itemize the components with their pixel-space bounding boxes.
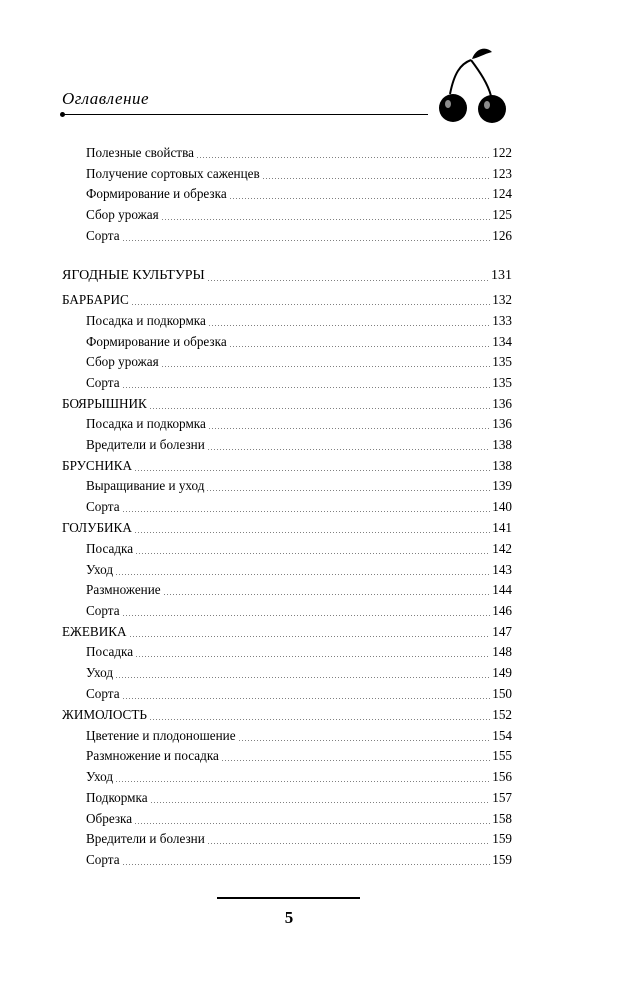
toc-leader bbox=[150, 802, 491, 803]
toc-leader bbox=[206, 490, 490, 491]
toc-entry[interactable] bbox=[62, 226, 512, 246]
toc-entry[interactable] bbox=[62, 497, 512, 517]
toc-leader bbox=[135, 553, 490, 554]
toc-entry-page: 143 bbox=[492, 562, 512, 577]
toc-entry-page: 132 bbox=[492, 292, 512, 307]
toc-entry-label: Обрезка bbox=[86, 811, 133, 826]
header-rule-dot bbox=[60, 112, 65, 117]
toc-entry-page: 147 bbox=[492, 624, 512, 639]
toc-leader bbox=[122, 240, 491, 241]
toc-entry-label: Уход bbox=[86, 665, 114, 680]
toc-leader bbox=[229, 346, 491, 347]
toc-entry-label: Сорта bbox=[86, 375, 120, 390]
toc-entry-page: 159 bbox=[492, 831, 512, 846]
toc-entry[interactable] bbox=[62, 164, 512, 184]
toc-leader bbox=[129, 636, 491, 637]
footer-rule bbox=[217, 897, 360, 899]
toc-leader bbox=[207, 843, 490, 844]
toc-entry-page: 149 bbox=[492, 665, 512, 680]
toc-entry-label: Вредители и болезни bbox=[86, 437, 205, 452]
toc-leader bbox=[161, 366, 491, 367]
toc-entry-page: 125 bbox=[492, 207, 512, 222]
toc-entry-page: 134 bbox=[492, 334, 512, 349]
toc-entry-page: 133 bbox=[492, 313, 512, 328]
toc-entry-label: Сорта bbox=[86, 499, 120, 514]
toc-leader bbox=[221, 760, 490, 761]
toc-entry[interactable] bbox=[62, 143, 512, 163]
toc-leader bbox=[122, 615, 491, 616]
toc-entry-page: 148 bbox=[492, 644, 512, 659]
toc-entry[interactable] bbox=[62, 746, 512, 766]
toc-leader bbox=[149, 408, 490, 409]
page-title: Оглавление bbox=[62, 89, 150, 108]
toc-entry[interactable] bbox=[62, 684, 512, 704]
toc-leader bbox=[115, 574, 490, 575]
toc-entry-page: 139 bbox=[492, 478, 512, 493]
toc-leader bbox=[122, 387, 491, 388]
toc-chapter-label: БОЯРЫШНИК bbox=[62, 396, 147, 411]
toc-entry-page: 126 bbox=[492, 228, 512, 243]
toc-entry-label: Посадка и подкормка bbox=[86, 416, 206, 431]
toc-leader bbox=[149, 719, 490, 720]
toc-chapter-label: БАРБАРИС bbox=[62, 292, 129, 307]
toc-entry[interactable] bbox=[62, 788, 512, 808]
toc-leader bbox=[134, 532, 490, 533]
toc-leader bbox=[163, 594, 491, 595]
toc-entry[interactable] bbox=[62, 560, 512, 580]
toc-entry-page: 131 bbox=[491, 268, 512, 283]
toc-leader bbox=[115, 781, 490, 782]
toc-entry-page: 142 bbox=[492, 541, 512, 556]
toc-leader bbox=[134, 470, 490, 471]
toc-leader bbox=[122, 511, 491, 512]
toc-entry[interactable] bbox=[62, 850, 512, 870]
toc-entry[interactable] bbox=[62, 435, 512, 455]
toc-entry[interactable] bbox=[62, 352, 512, 372]
toc-chapter[interactable] bbox=[62, 705, 512, 725]
toc-entry-page: 150 bbox=[492, 686, 512, 701]
toc-entry[interactable] bbox=[62, 332, 512, 352]
toc-chapter-label: ЕЖЕВИКА bbox=[62, 624, 127, 639]
toc-entry-page: 158 bbox=[492, 811, 512, 826]
toc-entry-label: Размножение и посадка bbox=[86, 748, 219, 763]
toc-entry-page: 124 bbox=[492, 186, 512, 201]
toc-entry[interactable] bbox=[62, 601, 512, 621]
toc-entry-page: 138 bbox=[492, 458, 512, 473]
toc-entry-page: 154 bbox=[492, 728, 512, 743]
toc-entry-label: Полезные свойства bbox=[86, 145, 194, 160]
toc-leader bbox=[122, 698, 491, 699]
toc-chapter-label: ЖИМОЛОСТЬ bbox=[62, 707, 147, 722]
toc-entry-page: 152 bbox=[492, 707, 512, 722]
toc-entry-page: 136 bbox=[492, 396, 512, 411]
toc-entry[interactable] bbox=[62, 311, 512, 331]
toc-entry-label: Получение сортовых саженцев bbox=[86, 166, 260, 181]
toc-entry-page: 146 bbox=[492, 603, 512, 618]
toc-entry[interactable] bbox=[62, 829, 512, 849]
toc-entry[interactable] bbox=[62, 767, 512, 787]
toc-leader bbox=[134, 823, 490, 824]
toc-entry-page: 144 bbox=[492, 582, 512, 597]
toc-entry-label: Посадка bbox=[86, 541, 134, 556]
toc-entry-page: 157 bbox=[492, 790, 512, 805]
toc-entry-page: 135 bbox=[492, 354, 512, 369]
toc-entry[interactable] bbox=[62, 726, 512, 746]
toc-entry-label: Подкормка bbox=[86, 790, 148, 805]
toc-section[interactable] bbox=[62, 266, 512, 286]
toc-entry[interactable] bbox=[62, 809, 512, 829]
toc-entry-label: Выращивание и уход bbox=[86, 478, 205, 493]
toc-entry-label: Сорта bbox=[86, 852, 120, 867]
toc-entry-page: 140 bbox=[492, 499, 512, 514]
toc-entry[interactable] bbox=[62, 663, 512, 683]
toc-leader bbox=[135, 656, 490, 657]
toc-entry[interactable] bbox=[62, 414, 512, 434]
toc-entry-label: Уход bbox=[86, 562, 114, 577]
toc-chapter[interactable] bbox=[62, 622, 512, 642]
header-rule bbox=[62, 114, 428, 115]
toc-leader bbox=[207, 449, 490, 450]
toc-entry[interactable] bbox=[62, 184, 512, 204]
toc-entry-label: Вредители и болезни bbox=[86, 831, 205, 846]
toc-leader bbox=[115, 677, 490, 678]
toc-entry-page: 156 bbox=[492, 769, 512, 784]
toc-leader bbox=[262, 178, 490, 179]
toc-entry-page: 155 bbox=[492, 748, 512, 763]
toc-leader bbox=[196, 157, 490, 158]
toc-leader bbox=[131, 304, 490, 305]
toc-leader bbox=[238, 740, 491, 741]
toc-leader bbox=[122, 864, 491, 865]
toc-entry[interactable] bbox=[62, 205, 512, 225]
toc-entry-label: Формирование и обрезка bbox=[86, 334, 227, 349]
toc-entry-label: Сорта bbox=[86, 603, 120, 618]
toc-entry-page: 141 bbox=[492, 520, 512, 535]
toc-entry-page: 135 bbox=[492, 375, 512, 390]
toc-entry-label: Сорта bbox=[86, 228, 120, 243]
toc-entry-page: 123 bbox=[492, 166, 512, 181]
toc-entry-page: 138 bbox=[492, 437, 512, 452]
toc-entry[interactable] bbox=[62, 373, 512, 393]
toc-entry-label: Сорта bbox=[86, 686, 120, 701]
toc-entry[interactable] bbox=[62, 539, 512, 559]
toc-chapter[interactable] bbox=[62, 290, 512, 310]
page-number: 5 bbox=[284, 908, 294, 927]
toc-leader bbox=[229, 198, 491, 199]
cherry-icon bbox=[436, 44, 516, 126]
toc-entry-label: Цветение и плодоношение bbox=[86, 728, 236, 743]
toc-entry-label: Уход bbox=[86, 769, 114, 784]
toc-entry[interactable] bbox=[62, 642, 512, 662]
toc-chapter-label: ГОЛУБИКА bbox=[62, 520, 132, 535]
toc-leader bbox=[207, 280, 489, 281]
toc-chapter-label: БРУСНИКА bbox=[62, 458, 133, 473]
toc-chapter[interactable] bbox=[62, 394, 512, 414]
toc-entry-label: Посадка и подкормка bbox=[86, 313, 206, 328]
toc-entry-label: Сбор урожая bbox=[86, 207, 159, 222]
toc-entry-page: 122 bbox=[492, 145, 512, 160]
toc-entry-page: 136 bbox=[492, 416, 512, 431]
toc-entry-label: Сбор урожая bbox=[86, 354, 159, 369]
toc-entry-label: Посадка bbox=[86, 644, 134, 659]
toc-leader bbox=[208, 428, 490, 429]
toc-chapter[interactable] bbox=[62, 518, 512, 538]
toc-chapter[interactable] bbox=[62, 456, 512, 476]
toc-section-label: ЯГОДНЫЕ КУЛЬТУРЫ bbox=[62, 268, 205, 283]
toc-leader bbox=[161, 219, 491, 220]
toc-entry-page: 159 bbox=[492, 852, 512, 867]
toc-entry-label: Формирование и обрезка bbox=[86, 186, 227, 201]
toc-leader bbox=[208, 325, 490, 326]
toc-entry[interactable] bbox=[62, 580, 512, 600]
toc-entry-label: Размножение bbox=[86, 582, 161, 597]
toc-entry[interactable] bbox=[62, 476, 512, 496]
